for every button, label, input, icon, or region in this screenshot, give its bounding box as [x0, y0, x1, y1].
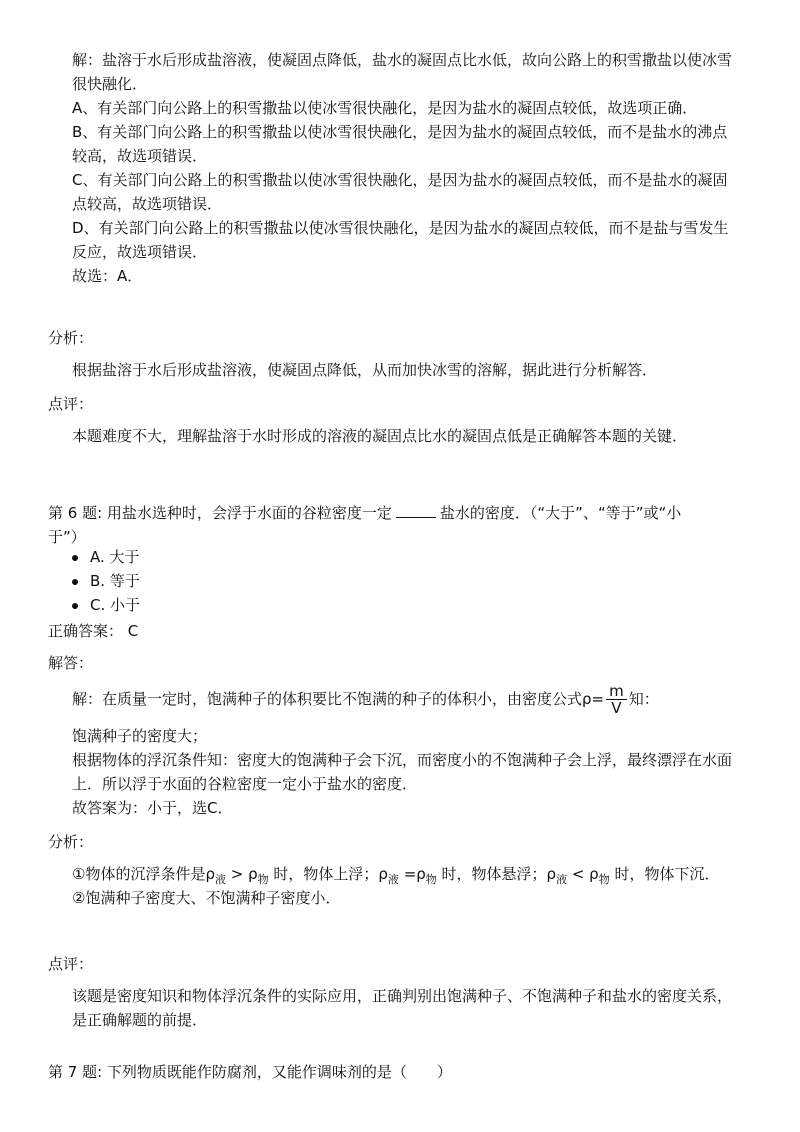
q6-option-b: B. 等于 [48, 569, 140, 593]
q5-analysis-text: 根据盐溶于水后形成盐溶液，使凝固点降低，从而加快冰雪的溶解，据此进行分析解答． [72, 361, 658, 379]
q6-solution-line2: 饱满种子的密度大； [72, 727, 208, 745]
q5-solution-line: 解：盐溶于水后形成盐溶液，使凝固点降低，盐水的凝固点比水低，故向公路上的积雪撒盐以使冰雪很快融化． [72, 51, 733, 93]
q6-answer [48, 619, 138, 643]
q6-solution-label: 解答： [48, 654, 94, 672]
q5-solution-line: D、有关部门向公路上的积雪撒盐以使冰雪很快融化，是因为盐水的凝固点较低，而不是盐与雪发生反应，故选项错误． [72, 219, 729, 261]
analysis-text: ①物体的沉浮条件是ρ [72, 865, 215, 883]
q6-sol-line1-prefix: 解：在质量一定时，饱满种子的体积要比不饱满的种子的体积小，由密度公式ρ= [72, 690, 605, 708]
analysis-text: < ρ [567, 865, 599, 883]
q6-review-text: 该题是密度知识和物体浮沉条件的实际应用，正确判别出饱满种子、不饱满种子和盐水的密度关系，是正确解题的前提． [72, 987, 733, 1029]
q6-solution-line3: 根据物体的浮沉条件知：密度大的饱满种子会下沉，而密度小的不饱满种子会上浮，最终漂浮在水面上．所以浮于水面的谷粒密度一定小于盐水的密度． [72, 751, 733, 793]
subscript-liquid: 液 [387, 873, 399, 886]
q5-solution-line: B、有关部门向公路上的积雪撒盐以使冰雪很快融化，是因为盐水的凝固点较低，而不是盐水的沸点较高，故选项错误． [72, 123, 728, 165]
q5-solution-line: C、有关部门向公路上的积雪撒盐以使冰雪很快融化，是因为盐水的凝固点较低，而不是盐水的凝固点较高，故选项错误． [72, 171, 728, 213]
q5-review-text: 本题难度不大，理解盐溶于水时形成的溶液的凝固点比水的凝固点低是正确解答本题的关键． [72, 427, 688, 445]
q6-analysis [72, 862, 732, 910]
q6-options [48, 545, 140, 617]
q6-solution-line1 [72, 682, 732, 716]
analysis-text: > ρ [225, 865, 258, 883]
q5-solution-line: 故选：A． [72, 267, 143, 285]
q6-solution [72, 682, 732, 820]
subscript-liquid: 液 [556, 873, 568, 886]
q6-title [48, 501, 708, 549]
q6-answer-label: 正确答案： [48, 622, 124, 640]
q7-title: 第 7 题: 下列物质既能作防腐剂，又能作调味剂的是（ ） [48, 1063, 452, 1081]
q6-analysis-line1 [72, 862, 732, 886]
q5-review-label: 点评： [48, 395, 94, 413]
subscript-liquid: 液 [214, 873, 226, 886]
q5-solution [72, 48, 732, 288]
q6-title-suffix: 盐水的密度．（“大于”、“等于”或“小于”） [48, 504, 682, 546]
analysis-text: 时，物体上浮；ρ [268, 865, 388, 883]
subscript-object: 物 [425, 873, 437, 886]
q6-analysis-label: 分析： [48, 833, 94, 851]
analysis-text: 时，物体下沉． [609, 865, 720, 883]
q6-solution-line4: 故答案为：小于，选C． [72, 799, 233, 817]
q6-sol-line1-suffix: 知： [628, 690, 659, 708]
q5-analysis-label: 分析： [48, 329, 94, 347]
q6-title-prefix: 第 6 题: 用盐水选种时，会浮于水面的谷粒密度一定 [48, 504, 392, 522]
density-fraction [606, 683, 627, 716]
subscript-object: 物 [257, 873, 269, 886]
analysis-text: =ρ [398, 865, 426, 883]
q6-option-a: A. 大于 [48, 545, 140, 569]
q6-analysis-line2: ②饱满种子密度大、不饱满种子密度小． [72, 889, 341, 907]
analysis-text: 时，物体悬浮；ρ [436, 865, 557, 883]
q6-answer-value: C [127, 622, 139, 640]
q6-review-label: 点评： [48, 955, 94, 973]
subscript-object: 物 [598, 873, 610, 886]
fraction-denominator: V [611, 699, 622, 717]
answer-blank [396, 503, 436, 518]
fraction-numerator: m [606, 683, 627, 700]
q5-solution-line: A、有关部门向公路上的积雪撒盐以使冰雪很快融化，是因为盐水的凝固点较低，故选项正确． [72, 99, 698, 117]
q6-option-c: C. 小于 [48, 593, 140, 617]
